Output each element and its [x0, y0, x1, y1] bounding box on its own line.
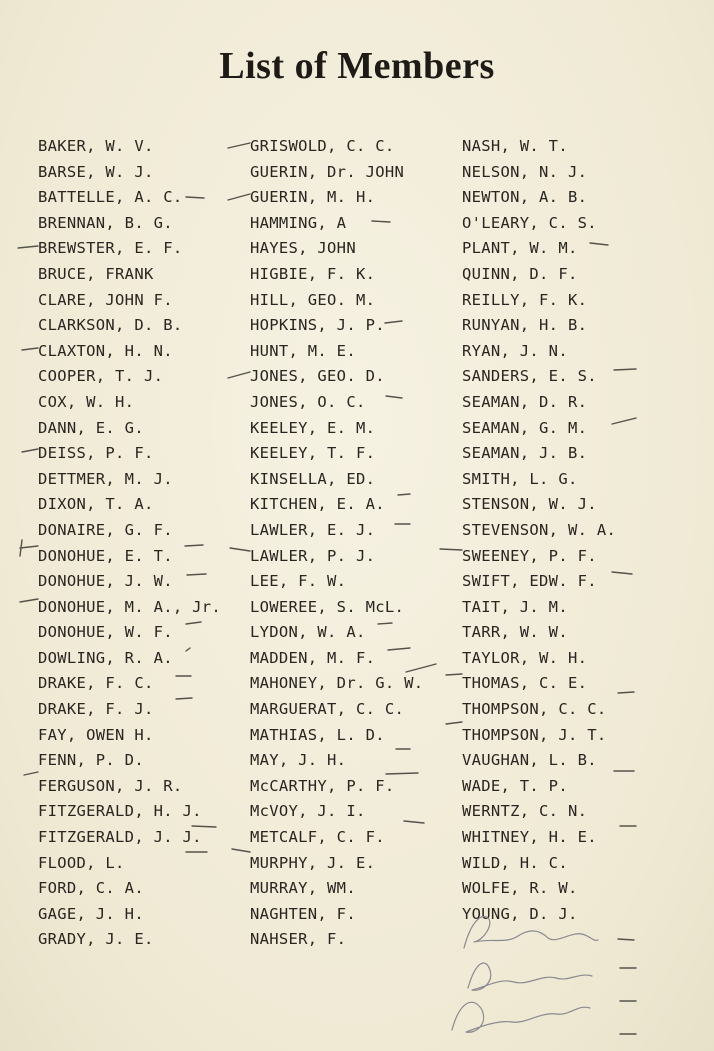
member-name: COX, W. H.: [38, 392, 135, 411]
member-name: DETTMER, M. J.: [38, 469, 173, 488]
member-column-3: [462, 134, 616, 927]
member-name: FITZGERALD, H. J.: [38, 802, 202, 821]
member-name: SWIFT, EDW. F.: [462, 572, 597, 591]
member-name: TAIT, J. M.: [462, 597, 568, 616]
member-name: NEWTON, A. B.: [462, 188, 588, 207]
member-name: KEELEY, T. F.: [250, 444, 376, 463]
member-name: PLANT, W. M.: [462, 239, 578, 258]
member-column-2: [250, 134, 423, 953]
member-name: THOMAS, C. E.: [462, 674, 588, 693]
member-name: JONES, GEO. D.: [250, 367, 385, 386]
member-name: STENSON, W. J.: [462, 495, 597, 514]
member-name: DONOHUE, M. A., Jr.: [38, 597, 222, 616]
member-name: THOMPSON, C. C.: [462, 700, 607, 719]
tick-mark: [614, 369, 636, 370]
member-name: MAY, J. H.: [250, 751, 347, 770]
member-name: CLARKSON, D. B.: [38, 316, 183, 335]
member-name: HAMMING, A: [250, 213, 347, 232]
member-name: CLAXTON, H. N.: [38, 341, 173, 360]
member-name: McVOY, J. I.: [250, 802, 366, 821]
member-name: SEAMAN, D. R.: [462, 392, 588, 411]
member-name: MURPHY, J. E.: [250, 853, 376, 872]
member-column-1: [38, 134, 221, 953]
page-title: List of Members: [219, 45, 495, 87]
member-name: BRUCE, FRANK: [38, 264, 154, 283]
member-name: GAGE, J. H.: [38, 904, 144, 923]
member-name: FENN, P. D.: [38, 751, 144, 770]
member-name: SEAMAN, G. M.: [462, 418, 588, 437]
member-name: COOPER, T. J.: [38, 367, 164, 386]
member-name: YOUNG, D. J.: [462, 904, 578, 923]
member-name: BARSE, W. J.: [38, 162, 154, 181]
member-name: LAWLER, E. J.: [250, 520, 376, 539]
member-name: FITZGERALD, J. J.: [38, 828, 202, 847]
member-name: NELSON, N. J.: [462, 162, 588, 181]
tick-mark: [22, 348, 38, 350]
tick-mark: [228, 194, 250, 200]
member-name: LOWEREE, S. McL.: [250, 597, 405, 616]
tick-mark: [232, 849, 250, 852]
member-name: FLOOD, L.: [38, 853, 125, 872]
member-name: DIXON, T. A.: [38, 495, 154, 514]
tick-mark: [230, 548, 250, 551]
tick-mark: [446, 722, 462, 724]
member-name: GRISWOLD, C. C.: [250, 137, 395, 155]
member-name: BAKER, W. V.: [38, 137, 154, 155]
member-name: SWEENEY, P. F.: [462, 546, 597, 565]
member-name: HIGBIE, F. K.: [250, 264, 376, 283]
member-name: DRAKE, F. C.: [38, 674, 154, 693]
member-name: TARR, W. W.: [462, 623, 568, 642]
member-name: WADE, T. P.: [462, 776, 568, 795]
member-name: FORD, C. A.: [38, 879, 144, 898]
member-name: GRADY, J. E.: [38, 930, 154, 949]
member-name: MADDEN, M. F.: [250, 648, 376, 667]
member-name: RYAN, J. N.: [462, 341, 568, 360]
member-name: HAYES, JOHN: [250, 239, 356, 258]
member-name: GUERIN, Dr. JOHN: [250, 162, 405, 181]
member-name: O'LEARY, C. S.: [462, 213, 597, 232]
member-name: STEVENSON, W. A.: [462, 520, 617, 539]
member-name: BREWSTER, E. F.: [38, 239, 183, 258]
member-name: DEISS, P. F.: [38, 444, 154, 463]
member-name: JONES, O. C.: [250, 392, 366, 411]
tick-mark: [228, 372, 250, 378]
member-name: DRAKE, F. J.: [38, 700, 154, 719]
member-name: QUINN, D. F.: [462, 264, 578, 283]
member-name: DONOHUE, E. T.: [38, 546, 173, 565]
tick-mark: [22, 449, 38, 452]
tick-mark: [440, 549, 462, 550]
member-name: NASH, W. T.: [462, 137, 568, 155]
member-name: MATHIAS, L. D.: [250, 725, 385, 744]
member-name: WHITNEY, H. E.: [462, 828, 597, 847]
member-name: MARGUERAT, C. C.: [250, 700, 405, 719]
member-name: WERNTZ, C. N.: [462, 802, 588, 821]
member-name: SMITH, L. G.: [462, 469, 578, 488]
tick-mark: [20, 540, 22, 556]
member-name: KINSELLA, ED.: [250, 469, 376, 488]
member-name: BRENNAN, B. G.: [38, 213, 173, 232]
member-name: RUNYAN, H. B.: [462, 316, 588, 335]
member-name: LAWLER, P. J.: [250, 546, 376, 565]
member-name: BATTELLE, A. C.: [38, 188, 183, 207]
member-name: KEELEY, E. M.: [250, 418, 376, 437]
member-name: HUNT, M. E.: [250, 341, 356, 360]
tick-mark: [20, 599, 38, 602]
member-name: KITCHEN, E. A.: [250, 495, 385, 514]
member-name: REILLY, F. K.: [462, 290, 588, 309]
member-name: HILL, GEO. M.: [250, 290, 376, 309]
member-name: METCALF, C. F.: [250, 828, 385, 847]
member-name: GUERIN, M. H.: [250, 188, 376, 207]
member-name: CLARE, JOHN F.: [38, 290, 173, 309]
member-name: TAYLOR, W. H.: [462, 648, 588, 667]
member-name: HOPKINS, J. P.: [250, 316, 385, 335]
tick-mark: [228, 143, 250, 148]
member-name: MURRAY, WM.: [250, 879, 356, 898]
member-name: THOMPSON, J. T.: [462, 725, 607, 744]
tick-mark: [618, 692, 634, 693]
member-name: DOWLING, R. A.: [38, 648, 173, 667]
tick-mark: [446, 674, 462, 675]
member-name: McCARTHY, P. F.: [250, 776, 395, 795]
tick-mark: [18, 246, 38, 248]
member-name: FERGUSON, J. R.: [38, 776, 183, 795]
member-name: SANDERS, E. S.: [462, 367, 597, 386]
member-name: LYDON, W. A.: [250, 623, 366, 642]
member-name: NAGHTEN, F.: [250, 904, 356, 923]
member-name: LEE, F. W.: [250, 572, 347, 591]
member-name: VAUGHAN, L. B.: [462, 751, 597, 770]
member-name: WILD, H. C.: [462, 853, 568, 872]
member-name: FAY, OWEN H.: [38, 725, 154, 744]
tick-mark: [618, 939, 634, 940]
member-name: DANN, E. G.: [38, 418, 144, 437]
member-name: NAHSER, F.: [250, 930, 347, 949]
member-name: DONAIRE, G. F.: [38, 520, 173, 539]
member-name: SEAMAN, J. B.: [462, 444, 588, 463]
member-name: MAHONEY, Dr. G. W.: [250, 674, 424, 693]
member-name: DONOHUE, W. F.: [38, 623, 173, 642]
tick-mark: [20, 546, 38, 548]
tick-mark: [24, 772, 38, 775]
member-name: DONOHUE, J. W.: [38, 572, 173, 591]
member-name: WOLFE, R. W.: [462, 879, 578, 898]
